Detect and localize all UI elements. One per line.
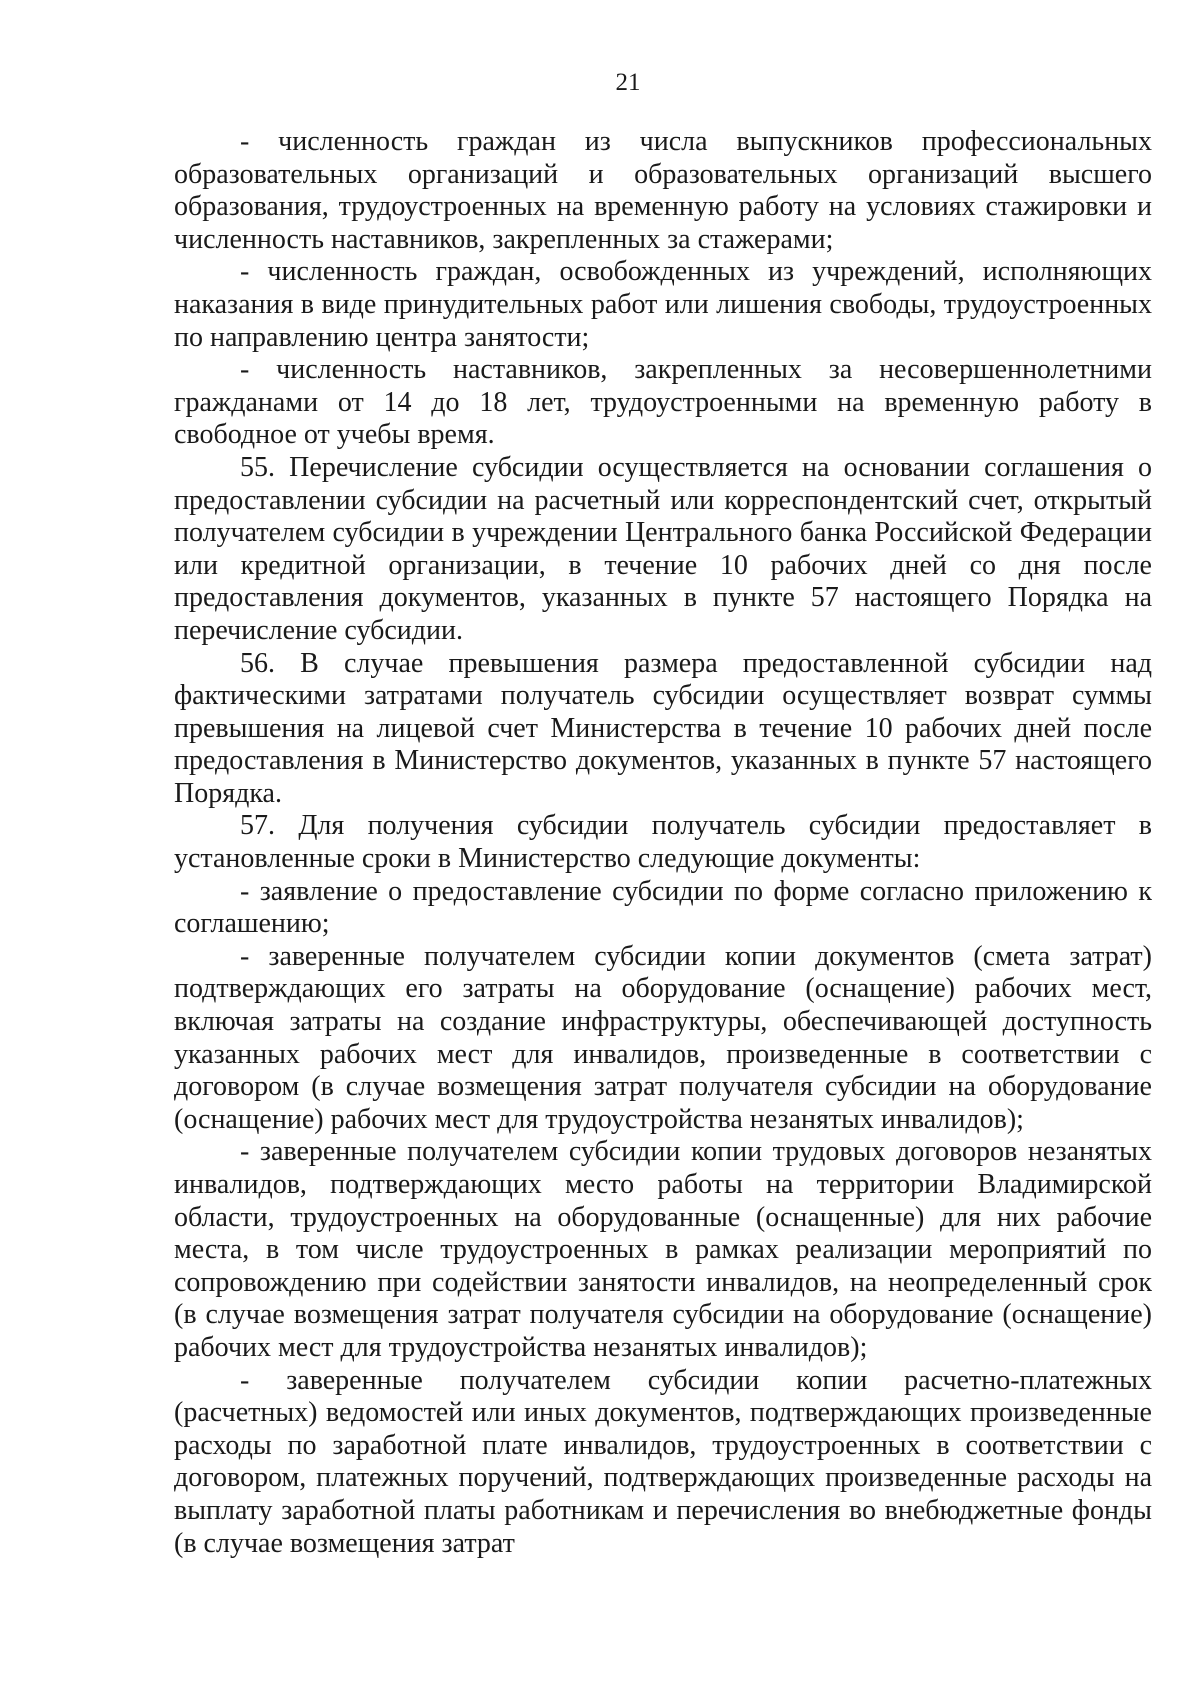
paragraph-item-55: 55. Перечисление субсидии осуществляется на основании соглашения о предоставлении субсидии на расчетный или корреспондентский счет, открытый получателем субсидии в учреждении Центрального банка Российской Федерации или кредитной организации, в течение 10 рабочих дней со дня после предоставления документов, указанных в пункте 57 настоящего Порядка на перечисление субсидии. <box>174 451 1152 646</box>
paragraph-item-57: 57. Для получения субсидии получатель субсидии предоставляет в установленные сроки в Министерство следующие документы: <box>174 810 1152 875</box>
paragraph-bullet-cost-estimate: - заверенные получателем субсидии копии документов (смета затрат) подтверждающих его затраты на оборудование (оснащение) рабочих мест, включая затраты на создание инфраструктуры, обеспечивающей доступность указанных рабочих мест для инвалидов, произведенные в соответствии с договором (в случае возмещения затрат получателя субсидии на оборудование (оснащение) рабочих мест для трудоустройства незанятых инвалидов); <box>174 940 1152 1135</box>
paragraph-bullet-labor-contracts: - заверенные получателем субсидии копии трудовых договоров незанятых инвалидов, подтверждающих место работы на территории Владимирской области, трудоустроенных на оборудованные (оснащенные) для них рабочие места, в том числе трудоустроенных в рамках реализации мероприятий по сопровождению при содействии занятости инвалидов, на неопределенный срок (в случае возмещения затрат получателя субсидии на оборудование (оснащение) рабочих мест для трудоустройства незанятых инвалидов); <box>174 1136 1152 1363</box>
paragraph-bullet-payroll-statements: - заверенные получателем субсидии копии расчетно-платежных (расчетных) ведомостей или иных документов, подтверждающих произведенные расходы по заработной плате инвалидов, трудоустроенных в соответствии с договором, платежных поручений, подтверждающих произведенные расходы на выплату заработной платы работникам и перечисления во внебюджетные фонды (в случае возмещения затрат <box>174 1364 1152 1559</box>
paragraph-bullet-released-citizens: - численность граждан, освобожденных из учреждений, исполняющих наказания в виде принудительных работ или лишения свободы, трудоустроенных по направлению центра занятости; <box>174 256 1152 353</box>
paragraph-bullet-graduates: - численность граждан из числа выпускников профессиональных образовательных организаций и образовательных организаций высшего образования, трудоустроенных на временную работу на условиях стажировки и численность наставников, закрепленных за стажерами; <box>174 126 1152 255</box>
paragraph-bullet-application: - заявление о предоставление субсидии по форме согласно приложению к соглашению; <box>174 875 1152 940</box>
paragraph-item-56: 56. В случае превышения размера предоставленной субсидии над фактическими затратами получатель субсидии осуществляет возврат суммы превышения на лицевой счет Министерства в течение 10 рабочих дней после предоставления в Министерство документов, указанных в пункте 57 настоящего Порядка. <box>174 647 1152 809</box>
document-body <box>174 126 1152 1560</box>
paragraph-bullet-mentors-minors: - численность наставников, закрепленных за несовершеннолетними гражданами от 14 до 18 лет, трудоустроенными на временную работу в свободное от учебы время. <box>174 354 1152 451</box>
page-number: 21 <box>615 69 641 96</box>
